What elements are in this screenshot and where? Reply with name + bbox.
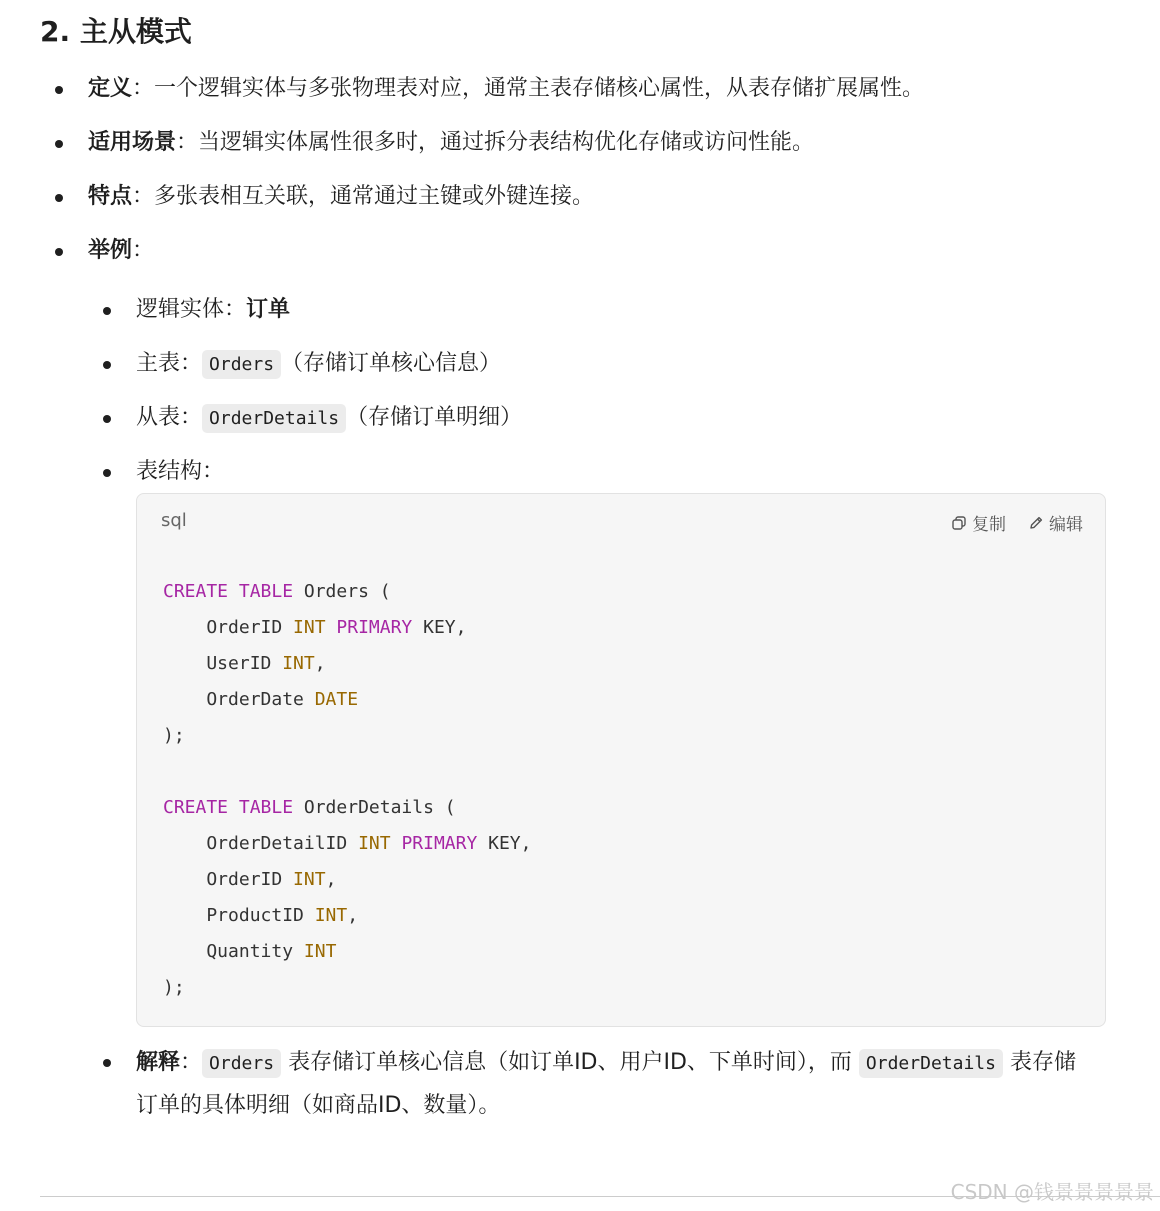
bullet-term: 特点 [88, 184, 133, 209]
code-line [163, 898, 531, 934]
code-token: OrderDetailID [163, 833, 359, 854]
code-line [163, 862, 531, 898]
inline-code: Orders [202, 1049, 281, 1078]
code-token: , [325, 869, 337, 890]
sub-note: （存储订单明细） [346, 405, 523, 430]
bullet-dot [55, 248, 63, 256]
copy-button[interactable] [951, 510, 1006, 535]
code-block [136, 493, 1106, 1027]
code-token: INT [293, 869, 326, 890]
sub-bullet-dot [103, 415, 111, 423]
bullet-sep: ： [132, 76, 155, 101]
bullet-features [88, 181, 594, 213]
sub-bullet-dot [103, 1059, 111, 1067]
code-token: ); [163, 977, 185, 998]
bullet-text: 当逻辑实体属性很多时，通过拆分表结构优化存储或访问性能。 [198, 130, 815, 155]
bullet-term: 定义 [88, 76, 133, 101]
sub-bullet-structure [136, 456, 224, 488]
inline-code: Orders [202, 350, 281, 379]
bullet-definition [88, 73, 924, 105]
inline-code: OrderDetails [859, 1049, 1003, 1078]
code-token: OrderDate [163, 689, 315, 710]
code-token: ProductID [163, 905, 315, 926]
sub-bullet-sub-table [136, 402, 522, 435]
code-token: OrderID [163, 869, 294, 890]
bullet-text: 多张表相互关联，通常通过主键或外键连接。 [154, 184, 595, 209]
code-token: INT [293, 617, 326, 638]
code-token: CREATE TABLE [163, 581, 294, 602]
explanation-sep: ： [180, 1050, 203, 1075]
bullet-scenario [88, 127, 814, 159]
code-line [163, 790, 531, 826]
section-heading: 2. 主从模式 [40, 15, 192, 48]
explanation-text2: 表存储订单的具体明细（如商品ID、数量）。 [136, 1050, 1076, 1118]
code-token: , [347, 905, 359, 926]
code-line [163, 646, 531, 682]
code-token: PRIMARY [336, 617, 413, 638]
bullet-term: 适用场景 [88, 130, 177, 155]
edit-button[interactable] [1028, 510, 1083, 535]
code-token: , [314, 653, 326, 674]
code-token: INT [303, 941, 337, 962]
code-language: sql [161, 510, 187, 531]
code-token: OrderID [163, 617, 294, 638]
structure-label: 表结构： [136, 459, 225, 484]
explanation-paragraph [136, 1042, 1096, 1127]
copy-label: 复制 [972, 515, 1006, 535]
sub-bullet-dot [103, 307, 111, 315]
bullet-term: 举例 [88, 238, 133, 263]
code-line [163, 574, 531, 610]
code-line [163, 934, 531, 970]
code-token [326, 617, 337, 638]
code-lines [163, 574, 531, 1006]
code-token: KEY, [477, 833, 532, 854]
code-token: CREATE TABLE [163, 797, 294, 818]
code-line [163, 610, 531, 646]
code-token: PRIMARY [401, 833, 478, 854]
bullet-dot [55, 140, 63, 148]
edit-label: 编辑 [1049, 515, 1083, 535]
code-line [163, 682, 531, 718]
code-token: UserID [163, 653, 283, 674]
bullet-sep: ： [176, 130, 199, 155]
entity-value: 订单 [246, 297, 291, 322]
explanation-text1: 表存储订单核心信息（如订单ID、用户ID、下单时间），而 [288, 1050, 852, 1075]
code-line [163, 970, 531, 1006]
code-token: Quantity [163, 941, 304, 962]
code-token: Orders ( [293, 581, 391, 602]
code-line [163, 754, 531, 790]
edit-icon [1028, 515, 1044, 531]
explanation-term: 解释 [136, 1050, 181, 1075]
sub-bullet-dot [103, 469, 111, 477]
sub-bullet-main-table [136, 348, 501, 381]
code-token: INT [358, 833, 391, 854]
copy-icon [951, 515, 967, 531]
bullet-dot [55, 86, 63, 94]
bullet-example [88, 235, 154, 267]
bullet-sep: ： [132, 238, 155, 263]
code-token: INT [314, 905, 348, 926]
code-line [163, 826, 531, 862]
inline-code: OrderDetails [202, 404, 346, 433]
bullet-text: 一个逻辑实体与多张物理表对应，通常主表存储核心属性，从表存储扩展属性。 [154, 76, 925, 101]
code-token: ); [163, 725, 185, 746]
bullet-sep: ： [132, 184, 155, 209]
code-token: DATE [314, 689, 359, 710]
sub-bullet-dot [103, 361, 111, 369]
entity-label: 逻辑实体： [136, 297, 247, 322]
watermark: CSDN @钱景景景景景 [950, 1180, 1154, 1204]
main-label: 主表： [136, 351, 203, 376]
code-token [391, 833, 402, 854]
sub-bullet-entity [136, 294, 290, 326]
sub-label: 从表： [136, 405, 203, 430]
code-token: KEY, [412, 617, 467, 638]
code-token: OrderDetails ( [293, 797, 456, 818]
bullet-dot [55, 194, 63, 202]
code-actions [951, 510, 1083, 535]
main-note: （存储订单核心信息） [281, 351, 502, 376]
code-token: INT [282, 653, 315, 674]
code-line [163, 718, 531, 754]
